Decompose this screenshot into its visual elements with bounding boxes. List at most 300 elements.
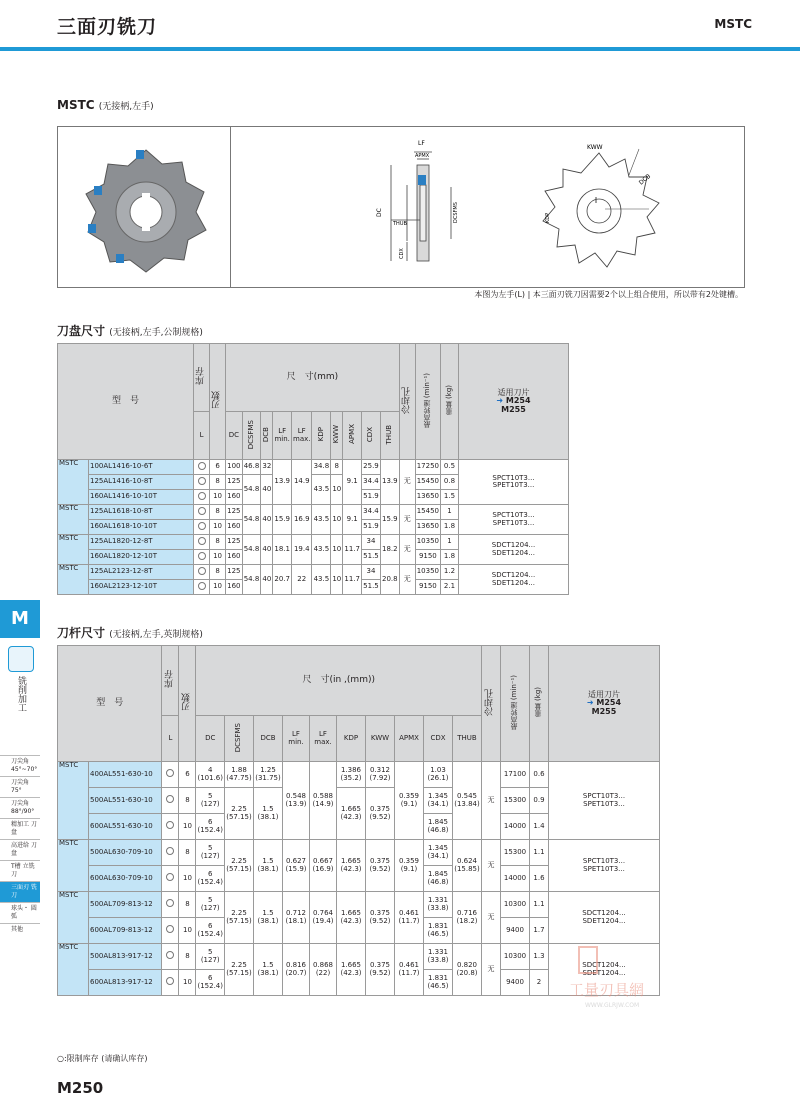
insert-cell: SPCT10T3... SPET10T3... (459, 505, 569, 535)
series-cell: MSTC (58, 944, 89, 996)
cdx-cell: 1.345 (34.1) (424, 788, 453, 814)
kdp-cell: 1.665 (42.3) (337, 788, 366, 840)
dcsfms-cell: 54.8 (242, 475, 261, 505)
col-rpm: 最高转速 (min⁻¹) (501, 646, 530, 762)
dcb-cell: 1.5 (38.1) (254, 840, 283, 892)
kdp-cell: 43.5 (312, 475, 331, 505)
col-kww: KWW (366, 716, 395, 762)
col-weight: 重量 (kg) (441, 344, 459, 460)
lfmin-cell: 0.712 (18.1) (283, 892, 310, 944)
thub-cell: 18.2 (380, 535, 399, 565)
kdp-cell: 43.5 (312, 505, 331, 535)
col-dcb: DCB (261, 412, 273, 460)
model-cell: 600AL630-709-10 (89, 866, 162, 892)
teeth-cell: 8 (179, 840, 196, 866)
stock-cell (162, 762, 179, 788)
cdx-cell: 34 (362, 535, 381, 550)
stock-cell (194, 580, 210, 595)
apmx-cell: 0.359 (9.1) (395, 840, 424, 892)
cdx-cell: 1.845 (46.8) (424, 814, 453, 840)
thub-cell: 0.545 (13.84) (453, 762, 482, 840)
dc-cell: 4 (101.6) (196, 762, 225, 788)
thub-cell: 0.624 (15.85) (453, 840, 482, 892)
rpm-cell: 13650 (415, 520, 440, 535)
dc-cell: 6 (152.4) (196, 814, 225, 840)
stock-cell (194, 565, 210, 580)
weight-cell: 0.5 (441, 460, 459, 475)
stock-cell (162, 814, 179, 840)
table2-title-sub: (无接柄,左手,英制规格) (109, 630, 203, 640)
rpm-cell: 10350 (415, 565, 440, 580)
coolant-cell: 无 (482, 840, 501, 892)
rpm-cell: 15300 (501, 788, 530, 814)
dcsfms-cell: 46.8 (242, 460, 261, 475)
teeth-cell: 10 (179, 970, 196, 996)
kdp-cell: 1.665 (42.3) (337, 892, 366, 944)
rpm-cell: 14000 (501, 866, 530, 892)
cdx-cell: 1.831 (46.5) (424, 918, 453, 944)
kww-cell: 0.375 (9.52) (366, 892, 395, 944)
teeth-cell: 8 (210, 475, 226, 490)
sidebar-list (0, 755, 40, 944)
kww-cell: 8 (331, 460, 343, 475)
col-cdx: CDX (362, 412, 381, 460)
cdx-cell: 1.845 (46.8) (424, 866, 453, 892)
series-cell: MSTC (58, 460, 89, 505)
sidebar-item[interactable]: 球头・ 圆弧 (0, 902, 40, 923)
cdx-cell: 34.4 (362, 475, 381, 490)
stock-cell (194, 535, 210, 550)
col-thub: THUB (380, 412, 399, 460)
table1-title-main: 刀盘尺寸 (57, 324, 106, 338)
fig-label-kdp: KDP (545, 212, 551, 223)
apmx-cell: 9.1 (343, 460, 362, 505)
sidebar-item[interactable]: 精加工 刀盘 (0, 818, 40, 839)
dcb-cell: 40 (261, 475, 273, 505)
dcb-cell: 1.5 (38.1) (254, 944, 283, 996)
coolant-cell: 无 (399, 460, 415, 505)
dc-cell: 5 (127) (196, 788, 225, 814)
col-teeth: 刃数 (210, 344, 226, 460)
dcb-cell: 1.5 (38.1) (254, 892, 283, 944)
sidebar-item-active[interactable]: 三面刃 铣刀 (0, 881, 40, 902)
rpm-cell: 9150 (415, 580, 440, 595)
lfmax-cell: 19.4 (292, 535, 312, 565)
cutter-photo (58, 127, 230, 287)
stock-cell (194, 550, 210, 565)
dimension-drawing (231, 127, 744, 287)
rpm-cell: 10300 (501, 944, 530, 970)
teeth-cell: 8 (179, 944, 196, 970)
stock-cell (194, 460, 210, 475)
teeth-cell: 8 (179, 892, 196, 918)
fig-label-cdx: CDX (399, 248, 405, 259)
col-model: 型 号 (58, 344, 194, 460)
series-cell: MSTC (58, 892, 89, 944)
stock-cell (162, 840, 179, 866)
lfmax-cell: 14.9 (292, 460, 312, 505)
lfmax-cell: 0.588 (14.9) (310, 762, 337, 840)
cdx-cell: 1.345 (34.1) (424, 840, 453, 866)
table2-title (57, 624, 203, 641)
thub-cell: 0.716 (18.2) (453, 892, 482, 944)
dc-cell: 125 (226, 505, 243, 520)
teeth-cell: 10 (179, 814, 196, 840)
lfmin-cell: 20.7 (273, 565, 292, 595)
weight-cell: 0.9 (530, 788, 549, 814)
teeth-cell: 8 (210, 505, 226, 520)
col-apmx: APMX (395, 716, 424, 762)
fig-label-kww: KWW (587, 144, 603, 151)
series-cell: MSTC (58, 505, 89, 535)
dcsfms-cell: 2.25 (57.15) (225, 944, 254, 996)
sidebar-item[interactable]: 刀尖角 75° (0, 776, 40, 797)
imperial-table (57, 645, 660, 996)
rpm-cell: 17250 (415, 460, 440, 475)
insert-cell: SDCT1204... SDET1204... (459, 565, 569, 595)
fig-label-dcb: DCB (637, 172, 653, 187)
weight-cell: 1.6 (530, 866, 549, 892)
section-title-main: MSTC (57, 98, 95, 112)
weight-cell: 0.6 (530, 762, 549, 788)
table2-title-main: 刀杆尺寸 (57, 626, 106, 640)
sidebar-item[interactable]: T槽 立铣刀 (0, 860, 40, 881)
rpm-cell: 9400 (501, 970, 530, 996)
kdp-cell: 1.665 (42.3) (337, 944, 366, 996)
col-inserts: 适用刀片 ➜ M254 M255 (549, 646, 660, 762)
fig-label-apmx: APMX (415, 153, 430, 159)
col-dcb: DCB (254, 716, 283, 762)
col-dcsfms: DCSFMS (242, 412, 261, 460)
teeth-cell: 8 (210, 535, 226, 550)
lfmin-cell: 0.816 (20.7) (283, 944, 310, 996)
rpm-cell: 15300 (501, 840, 530, 866)
col-inserts: 适用刀片 ➜ M254 M255 (459, 344, 569, 460)
table1-title-sub: (无接柄,左手,公制规格) (109, 328, 203, 338)
lfmin-cell: 18.1 (273, 535, 292, 565)
col-lfmax: LF max. (310, 716, 337, 762)
teeth-cell: 8 (210, 565, 226, 580)
stock-cell (194, 475, 210, 490)
dcb-cell: 32 (261, 460, 273, 475)
teeth-cell: 10 (210, 520, 226, 535)
weight-cell: 1.8 (441, 520, 459, 535)
apmx-cell: 11.7 (343, 565, 362, 595)
model-cell: 160AL2123-12-10T (89, 580, 194, 595)
dc-cell: 160 (226, 550, 243, 565)
kww-cell: 10 (331, 535, 343, 565)
coolant-cell: 无 (399, 565, 415, 595)
cdx-cell: 25.9 (362, 460, 381, 475)
insert-cell: SPCT10T3... SPET10T3... (459, 460, 569, 505)
insert-cell: SDCT1204... SDET1204... (459, 535, 569, 565)
apmx-cell: 11.7 (343, 535, 362, 565)
weight-cell: 2.1 (441, 580, 459, 595)
teeth-cell: 10 (210, 580, 226, 595)
model-cell: 125AL1416-10-8T (89, 475, 194, 490)
page-number: M250 (57, 1079, 104, 1097)
sidebar-item[interactable]: 高进给 刀盘 (0, 839, 40, 860)
teeth-cell: 10 (210, 550, 226, 565)
fig-label-thub: THUB (393, 221, 407, 227)
dcb-cell: 40 (261, 565, 273, 595)
model-cell: 600AL709-813-12 (89, 918, 162, 944)
sidebar-tab-m[interactable]: M (0, 600, 40, 638)
insert-cell: SPCT10T3... SPET10T3... (549, 840, 660, 892)
insert-cell: SDCT1204... SDET1204... (549, 944, 660, 996)
rpm-cell: 10350 (415, 535, 440, 550)
col-teeth: 刃数 (179, 646, 196, 762)
kdp-cell: 1.386 (35.2) (337, 762, 366, 788)
dc-cell: 160 (226, 490, 243, 505)
dcsfms-cell: 54.8 (242, 565, 261, 595)
weight-cell: 1.5 (441, 490, 459, 505)
series-cell: MSTC (58, 840, 89, 892)
cdx-cell: 51.5 (362, 580, 381, 595)
dc-cell: 5 (127) (196, 892, 225, 918)
lfmin-cell: 15.9 (273, 505, 292, 535)
sidebar-item[interactable]: 刀尖角 45°~70° (0, 755, 40, 776)
col-coolant: 冷却孔 (399, 344, 415, 460)
kww-cell: 0.375 (9.52) (366, 840, 395, 892)
sidebar-label: 铣削加工 (16, 676, 26, 712)
weight-cell: 1 (441, 535, 459, 550)
rpm-cell: 15450 (415, 505, 440, 520)
col-rpm: 最高转速 (min⁻¹) (415, 344, 440, 460)
col-l: L (194, 412, 210, 460)
stock-cell (162, 944, 179, 970)
stock-cell (162, 866, 179, 892)
lfmax-cell: 16.9 (292, 505, 312, 535)
lfmax-cell: 0.764 (19.4) (310, 892, 337, 944)
teeth-cell: 6 (210, 460, 226, 475)
dcb-cell: 40 (261, 505, 273, 535)
dcsfms-cell: 2.25 (57.15) (225, 892, 254, 944)
stock-cell (162, 892, 179, 918)
watermark (565, 945, 675, 1010)
fig-label-dcsfms: DCSFMS (453, 202, 459, 223)
col-apmx: APMX (343, 412, 362, 460)
teeth-cell: 8 (179, 788, 196, 814)
cdx-cell: 34 (362, 565, 381, 580)
col-cdx: CDX (424, 716, 453, 762)
weight-cell: 2 (530, 970, 549, 996)
thub-cell: 15.9 (380, 505, 399, 535)
col-weight: 重量 (kg) (530, 646, 549, 762)
col-stock: 库存 (194, 344, 210, 412)
series-cell: MSTC (58, 535, 89, 565)
dc-cell: 6 (152.4) (196, 918, 225, 944)
fig-label-dc: DC (376, 208, 383, 217)
kww-cell: 0.312 (7.92) (366, 762, 395, 788)
section-title (57, 98, 154, 112)
model-cell: 500AL551-630-10 (89, 788, 162, 814)
apmx-cell: 0.461 (11.7) (395, 944, 424, 996)
coolant-cell: 无 (482, 944, 501, 996)
col-dcsfms: DCSFMS (225, 716, 254, 762)
stock-cell (162, 788, 179, 814)
model-cell: 160AL1416-10-10T (89, 490, 194, 505)
page-title: 三面刃铣刀 (57, 16, 158, 38)
weight-cell: 1.2 (441, 565, 459, 580)
coolant-cell: 无 (482, 892, 501, 944)
model-cell: 125AL1618-10-8T (89, 505, 194, 520)
watermark-url: WWW.GLRJW.COM (585, 1002, 640, 1009)
model-cell: 500AL813-917-12 (89, 944, 162, 970)
rpm-cell: 9400 (501, 918, 530, 944)
col-kdp: KDP (312, 412, 331, 460)
weight-cell: 1.3 (530, 944, 549, 970)
dcsfms-cell: 54.8 (242, 535, 261, 565)
rpm-cell: 17100 (501, 762, 530, 788)
kdp-cell: 43.5 (312, 565, 331, 595)
col-lfmin: LF min. (283, 716, 310, 762)
model-cell: 500AL709-813-12 (89, 892, 162, 918)
dcsfms-cell: 54.8 (242, 505, 261, 535)
model-cell: 125AL1820-12-8T (89, 535, 194, 550)
coolant-cell: 无 (399, 535, 415, 565)
dcb-cell: 1.5 (38.1) (254, 788, 283, 840)
series-cell: MSTC (58, 762, 89, 840)
stock-cell (194, 505, 210, 520)
model-cell: 600AL551-630-10 (89, 814, 162, 840)
milling-icon (8, 646, 34, 672)
coolant-cell: 无 (399, 505, 415, 535)
stock-cell (194, 520, 210, 535)
dc-cell: 125 (226, 565, 243, 580)
cdx-cell: 1.831 (46.5) (424, 970, 453, 996)
sidebar-item[interactable]: 其他 (0, 923, 40, 944)
rpm-cell: 13650 (415, 490, 440, 505)
header-rule (0, 47, 800, 51)
col-kdp: KDP (337, 716, 366, 762)
thub-cell: 0.820 (20.8) (453, 944, 482, 996)
weight-cell: 1.4 (530, 814, 549, 840)
col-thub: THUB (453, 716, 482, 762)
lfmin-cell: 0.548 (13.9) (283, 762, 310, 840)
dcb-cell: 40 (261, 535, 273, 565)
dc-cell: 160 (226, 520, 243, 535)
weight-cell: 1.1 (530, 840, 549, 866)
col-stock: 库存 (162, 646, 179, 716)
fig-label-lf: LF (418, 140, 425, 147)
stock-cell (162, 970, 179, 996)
col-kww: KWW (331, 412, 343, 460)
model-cell: 400AL551-630-10 (89, 762, 162, 788)
lfmin-cell: 0.627 (15.9) (283, 840, 310, 892)
watermark-text: 工量刃具網 (569, 981, 645, 999)
cdx-cell: 1.331 (33.8) (424, 892, 453, 918)
weight-cell: 0.8 (441, 475, 459, 490)
col-lfmax: LF max. (292, 412, 312, 460)
stock-cell (162, 918, 179, 944)
col-dims: 尺 寸(mm) (226, 344, 400, 412)
col-dc: DC (196, 716, 225, 762)
figure-box (57, 126, 745, 288)
dc-cell: 125 (226, 535, 243, 550)
model-cell: 160AL1820-12-10T (89, 550, 194, 565)
kww-cell: 10 (331, 505, 343, 535)
cdx-cell: 51.9 (362, 520, 381, 535)
page-code: MSTC (714, 17, 752, 31)
lfmax-cell: 22 (292, 565, 312, 595)
col-dims: 尺 寸(in ,(mm)) (196, 646, 482, 716)
apmx-cell: 0.461 (11.7) (395, 892, 424, 944)
kww-cell: 0.375 (9.52) (366, 788, 395, 840)
teeth-cell: 10 (210, 490, 226, 505)
kdp-cell: 34.8 (312, 460, 331, 475)
figure-note: 本图为左手(L) | 本三面刃铣刀因需要2个以上组合使用，所以带有2处键槽。 (474, 290, 743, 299)
dc-cell: 5 (127) (196, 944, 225, 970)
weight-cell: 1.1 (530, 892, 549, 918)
lfmin-cell: 13.9 (273, 460, 292, 505)
kww-cell: 10 (331, 475, 343, 505)
model-cell: 100AL1416-10-6T (89, 460, 194, 475)
dc-cell: 100 (226, 460, 243, 475)
col-l: L (162, 716, 179, 762)
rpm-cell: 14000 (501, 814, 530, 840)
thub-cell: 20.8 (380, 565, 399, 595)
rpm-cell: 10300 (501, 892, 530, 918)
dc-cell: 6 (152.4) (196, 970, 225, 996)
dcsfms-cell: 1.88 (47.75) (225, 762, 254, 788)
dcsfms-cell: 2.25 (57.15) (225, 840, 254, 892)
teeth-cell: 10 (179, 866, 196, 892)
cdx-cell: 51.5 (362, 550, 381, 565)
footnote: ○:限制库存 (请确认库存) (57, 1054, 148, 1063)
cdx-cell: 1.03 (26.1) (424, 762, 453, 788)
page-header (0, 0, 800, 50)
cdx-cell: 1.331 (33.8) (424, 944, 453, 970)
col-lfmin: LF min. (273, 412, 292, 460)
weight-cell: 1.8 (441, 550, 459, 565)
dcb-cell: 1.25 (31.75) (254, 762, 283, 788)
model-cell: 125AL2123-12-8T (89, 565, 194, 580)
metric-table (57, 343, 569, 595)
lfmax-cell: 0.868 (22) (310, 944, 337, 996)
cdx-cell: 51.9 (362, 490, 381, 505)
kdp-cell: 43.5 (312, 535, 331, 565)
insert-cell: SDCT1204... SDET1204... (549, 892, 660, 944)
kww-cell: 10 (331, 565, 343, 595)
rpm-cell: 15450 (415, 475, 440, 490)
rpm-cell: 9150 (415, 550, 440, 565)
kww-cell: 0.375 (9.52) (366, 944, 395, 996)
dc-cell: 6 (152.4) (196, 866, 225, 892)
teeth-cell: 6 (179, 762, 196, 788)
dc-cell: 160 (226, 580, 243, 595)
dc-cell: 125 (226, 475, 243, 490)
coolant-cell: 无 (482, 762, 501, 840)
model-cell: 160AL1618-10-10T (89, 520, 194, 535)
sidebar-item[interactable]: 刀尖角 88°/90° (0, 797, 40, 818)
weight-cell: 1.7 (530, 918, 549, 944)
dcsfms-cell: 2.25 (57.15) (225, 788, 254, 840)
col-model: 型 号 (58, 646, 162, 762)
apmx-cell: 0.359 (9.1) (395, 762, 424, 840)
table1-title (57, 322, 203, 339)
col-coolant: 冷却孔 (482, 646, 501, 762)
lfmax-cell: 0.667 (16.9) (310, 840, 337, 892)
series-cell: MSTC (58, 565, 89, 595)
apmx-cell: 9.1 (343, 505, 362, 535)
section-title-sub: (无接柄,左手) (98, 102, 154, 112)
weight-cell: 1 (441, 505, 459, 520)
dc-cell: 5 (127) (196, 840, 225, 866)
stock-cell (194, 490, 210, 505)
insert-cell: SPCT10T3... SPET10T3... (549, 762, 660, 840)
model-cell: 500AL630-709-10 (89, 840, 162, 866)
